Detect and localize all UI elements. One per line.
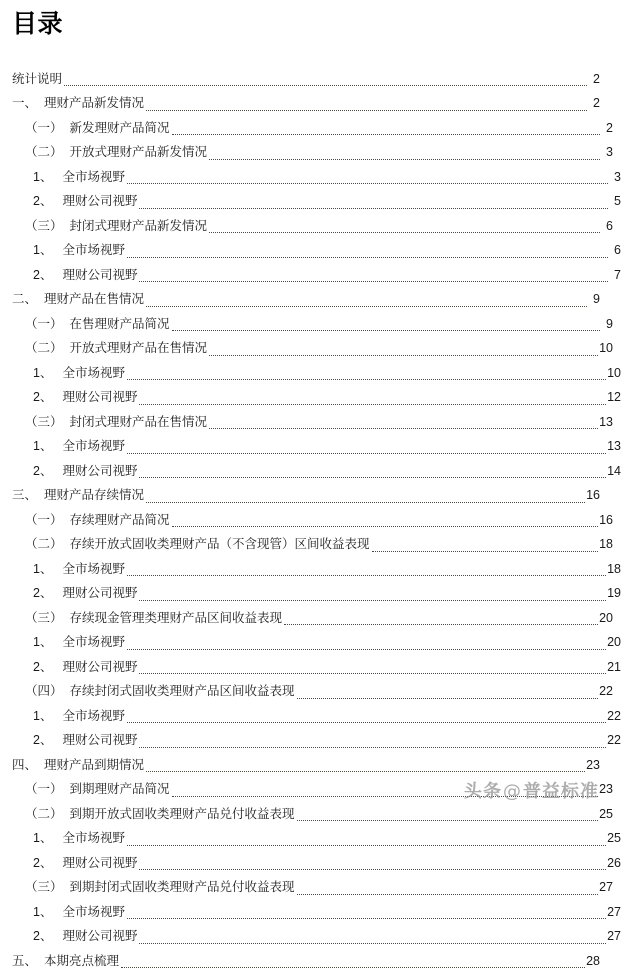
toc-dot-leader <box>139 746 606 748</box>
toc-entry-page-number: 12 <box>607 385 621 410</box>
toc-entry-number: 二、 <box>12 287 37 312</box>
toc-entry-number: （一） <box>25 312 63 337</box>
toc-entry-label: 理财公司视野 <box>62 581 137 606</box>
toc-dot-leader <box>139 476 606 478</box>
toc-entry-label: 到期开放式固收类理财产品兑付收益表现 <box>70 802 295 827</box>
toc-entry-label: 理财公司视野 <box>62 851 137 876</box>
toc-entry-label: 到期封闭式固收类理财产品兑付收益表现 <box>70 875 295 900</box>
toc-entry-page-number: 14 <box>607 459 621 484</box>
toc-entry[interactable] <box>12 410 613 435</box>
toc-entry[interactable] <box>12 630 621 655</box>
toc-entry-number: 1、 <box>33 704 52 729</box>
toc-entry-label: 理财公司视野 <box>62 385 137 410</box>
toc-entry-page-number: 25 <box>599 802 613 827</box>
toc-entry-page-number: 23 <box>599 777 613 802</box>
toc-dot-leader <box>127 917 606 919</box>
toc-dot-leader <box>146 770 585 772</box>
toc-entry[interactable] <box>12 606 613 631</box>
toc-dot-leader <box>64 84 587 86</box>
toc-entry[interactable] <box>12 753 600 778</box>
toc-dot-leader <box>139 207 608 209</box>
toc-entry-number: 1、 <box>33 900 52 925</box>
toc-entry-number: （二） <box>25 802 63 827</box>
toc-entry-label: 理财公司视野 <box>62 459 137 484</box>
toc-entry-page-number: 6 <box>601 214 613 239</box>
toc-entry-page-number: 10 <box>607 361 621 386</box>
toc-entry-number: 一、 <box>12 91 37 116</box>
watermark <box>464 777 599 803</box>
toc-entry-number: 2、 <box>33 459 52 484</box>
toc-entry-label: 理财公司视野 <box>62 728 137 753</box>
toc-entry-label: 存续开放式固收类理财产品（不含现管）区间收益表现 <box>70 532 370 557</box>
toc-entry-label: 全市场视野 <box>62 434 125 459</box>
toc-dot-leader <box>209 354 598 356</box>
toc-entry[interactable] <box>12 189 621 214</box>
toc-dot-leader <box>146 501 585 503</box>
toc-entry[interactable] <box>12 557 621 582</box>
toc-entry-number: 2、 <box>33 581 52 606</box>
toc-entry-label: 全市场视野 <box>62 361 125 386</box>
toc-dot-leader <box>284 623 598 625</box>
toc-entry-page-number: 20 <box>599 606 613 631</box>
toc-entry-number: （二） <box>25 140 63 165</box>
toc-entry[interactable] <box>12 336 613 361</box>
toc-entry-page-number: 16 <box>599 508 613 533</box>
toc-entry[interactable] <box>12 508 613 533</box>
toc-entry-label: 理财产品新发情况 <box>44 91 144 116</box>
toc-entry[interactable] <box>12 704 621 729</box>
toc-dot-leader <box>139 942 606 944</box>
toc-entry-page-number: 10 <box>599 336 613 361</box>
toc-entry-label: 统计说明 <box>12 67 62 92</box>
toc-entry-label: 全市场视野 <box>62 826 125 851</box>
toc-dot-leader <box>127 721 606 723</box>
toc-entry[interactable] <box>12 728 621 753</box>
toc-dot-leader <box>127 182 608 184</box>
document-page <box>0 11 613 811</box>
toc-entry-label: 开放式理财产品在售情况 <box>70 336 208 361</box>
toc-entry[interactable] <box>12 385 621 410</box>
toc-entry[interactable] <box>12 140 613 165</box>
toc-dot-leader <box>127 378 606 380</box>
toc-dot-leader <box>121 966 585 968</box>
toc-entry-page-number: 22 <box>607 728 621 753</box>
toc-entry-label: 在售理财产品简况 <box>70 312 170 337</box>
toc-dot-leader <box>139 672 606 674</box>
toc-entry-page-number: 27 <box>607 924 621 949</box>
toc-dot-leader <box>139 599 606 601</box>
toc-entry-page-number: 2 <box>601 116 613 141</box>
toc-entry-number: 1、 <box>33 361 52 386</box>
toc-entry-label: 理财公司视野 <box>62 655 137 680</box>
toc-entry-number: （四） <box>25 679 63 704</box>
page-title: 目录 <box>12 11 600 39</box>
toc-dot-leader <box>172 525 599 527</box>
toc-entry-page-number: 27 <box>607 900 621 925</box>
toc-dot-leader <box>209 427 598 429</box>
toc-entry[interactable] <box>12 434 621 459</box>
toc-entry[interactable] <box>12 655 621 680</box>
toc-dot-leader <box>127 452 606 454</box>
toc-dot-leader <box>127 844 606 846</box>
toc-entry[interactable] <box>12 287 600 312</box>
toc-entry-page-number: 9 <box>588 287 600 312</box>
toc-entry-page-number: 22 <box>607 704 621 729</box>
toc-entry[interactable] <box>12 263 621 288</box>
toc-entry-number: 1、 <box>33 630 52 655</box>
toc-entry-number: 2、 <box>33 263 52 288</box>
toc-entry[interactable] <box>12 826 621 851</box>
toc-entry-number: 2、 <box>33 385 52 410</box>
toc-dot-leader <box>139 403 606 405</box>
toc-entry-number: 2、 <box>33 728 52 753</box>
toc-entry-number: 1、 <box>33 434 52 459</box>
toc-entry[interactable] <box>12 91 600 116</box>
toc-entry-page-number: 2 <box>588 91 600 116</box>
toc-entry-number: 四、 <box>12 753 37 778</box>
toc-entry[interactable] <box>12 900 621 925</box>
toc-entry[interactable] <box>12 361 621 386</box>
watermark-platform: 头条 <box>464 781 502 802</box>
watermark-at-symbol: @ <box>502 781 523 802</box>
toc-entry-number: 三、 <box>12 483 37 508</box>
toc-entry-number: 1、 <box>33 165 52 190</box>
toc-entry[interactable] <box>12 214 613 239</box>
toc-entry-label: 全市场视野 <box>62 238 125 263</box>
toc-entry-label: 理财产品到期情况 <box>44 753 144 778</box>
toc-entry-page-number: 16 <box>586 483 600 508</box>
toc-entry-label: 理财产品在售情况 <box>44 287 144 312</box>
toc-entry[interactable] <box>12 238 621 263</box>
toc-entry[interactable] <box>12 116 613 141</box>
toc-entry-number: 2、 <box>33 655 52 680</box>
toc-entry-label: 全市场视野 <box>62 704 125 729</box>
watermark-account: 普益标准 <box>523 781 599 802</box>
toc-entry[interactable] <box>12 165 621 190</box>
toc-entry-page-number: 26 <box>607 851 621 876</box>
toc-entry-label: 新发理财产品简况 <box>70 116 170 141</box>
toc-entry-label: 全市场视野 <box>62 557 125 582</box>
toc-entry-page-number: 28 <box>586 949 600 973</box>
toc-entry[interactable] <box>12 581 621 606</box>
toc-entry-page-number: 20 <box>607 630 621 655</box>
toc-dot-leader <box>127 574 606 576</box>
toc-entry[interactable] <box>12 459 621 484</box>
toc-entry-page-number: 6 <box>609 238 621 263</box>
toc-dot-leader <box>372 550 599 552</box>
toc-entry-number: 1、 <box>33 557 52 582</box>
toc-entry-label: 封闭式理财产品在售情况 <box>70 410 208 435</box>
toc-entry-label: 全市场视野 <box>62 630 125 655</box>
toc-entry-page-number: 13 <box>599 410 613 435</box>
toc-entry-number: （三） <box>25 606 63 631</box>
toc-entry-label: 到期理财产品简况 <box>70 777 170 802</box>
toc-dot-leader <box>127 648 606 650</box>
toc-entry-label: 存续理财产品简况 <box>70 508 170 533</box>
toc-entry-number: （二） <box>25 336 63 361</box>
toc-dot-leader <box>127 256 608 258</box>
toc-entry-number: （三） <box>25 875 63 900</box>
toc-entry[interactable] <box>12 679 613 704</box>
toc-entry-page-number: 3 <box>609 165 621 190</box>
toc-entry[interactable] <box>12 312 613 337</box>
toc-entry-label: 理财公司视野 <box>62 263 137 288</box>
toc-entry-number: 五、 <box>12 949 37 973</box>
toc-entry-label: 本期亮点梳理 <box>44 949 119 973</box>
toc-dot-leader <box>297 893 599 895</box>
toc-entry-number: 1、 <box>33 826 52 851</box>
toc-entry-page-number: 23 <box>586 753 600 778</box>
toc-entry-number: 2、 <box>33 189 52 214</box>
toc-dot-leader <box>139 868 606 870</box>
toc-dot-leader <box>209 158 600 160</box>
toc-entry-page-number: 25 <box>607 826 621 851</box>
toc-entry-number: （一） <box>25 116 63 141</box>
toc-entry-number: （二） <box>25 532 63 557</box>
toc-entry-number: 2、 <box>33 851 52 876</box>
toc-entry-label: 理财公司视野 <box>62 189 137 214</box>
toc-entry-page-number: 19 <box>607 581 621 606</box>
toc-entry-label: 全市场视野 <box>62 165 125 190</box>
toc-entry-page-number: 21 <box>607 655 621 680</box>
toc-entry-page-number: 3 <box>601 140 613 165</box>
toc-entry-label: 全市场视野 <box>62 900 125 925</box>
toc-entry[interactable] <box>12 67 600 92</box>
toc-entry-label: 存续现金管理类理财产品区间收益表现 <box>70 606 283 631</box>
toc-entry-number: （三） <box>25 410 63 435</box>
table-of-contents <box>12 67 600 973</box>
toc-entry-number: （一） <box>25 508 63 533</box>
toc-entry-number: 1、 <box>33 238 52 263</box>
toc-entry-number: 2、 <box>33 924 52 949</box>
toc-entry[interactable] <box>12 924 621 949</box>
toc-entry-number: （三） <box>25 214 63 239</box>
toc-entry-page-number: 22 <box>599 679 613 704</box>
toc-entry-label: 理财产品存续情况 <box>44 483 144 508</box>
toc-entry[interactable] <box>12 483 600 508</box>
toc-entry[interactable] <box>12 875 613 900</box>
toc-entry-page-number: 9 <box>601 312 613 337</box>
toc-entry[interactable] <box>12 532 613 557</box>
toc-entry-number: （一） <box>25 777 63 802</box>
toc-entry-page-number: 13 <box>607 434 621 459</box>
toc-entry-page-number: 2 <box>588 67 600 92</box>
toc-entry-label: 存续封闭式固收类理财产品区间收益表现 <box>70 679 295 704</box>
toc-dot-leader <box>297 819 599 821</box>
toc-dot-leader <box>209 231 600 233</box>
toc-entry-label: 开放式理财产品新发情况 <box>70 140 208 165</box>
toc-entry[interactable] <box>12 949 600 973</box>
toc-entry-page-number: 7 <box>609 263 621 288</box>
toc-dot-leader <box>297 697 599 699</box>
toc-entry-page-number: 27 <box>599 875 613 900</box>
toc-dot-leader <box>172 329 600 331</box>
toc-dot-leader <box>146 305 587 307</box>
toc-dot-leader <box>146 109 587 111</box>
toc-entry[interactable] <box>12 802 613 827</box>
toc-entry-label: 封闭式理财产品新发情况 <box>70 214 208 239</box>
toc-entry-label: 理财公司视野 <box>62 924 137 949</box>
toc-entry[interactable] <box>12 851 621 876</box>
toc-dot-leader <box>139 280 608 282</box>
toc-entry-page-number: 18 <box>607 557 621 582</box>
toc-entry-page-number: 18 <box>599 532 613 557</box>
toc-dot-leader <box>172 133 600 135</box>
toc-entry-page-number: 5 <box>609 189 621 214</box>
